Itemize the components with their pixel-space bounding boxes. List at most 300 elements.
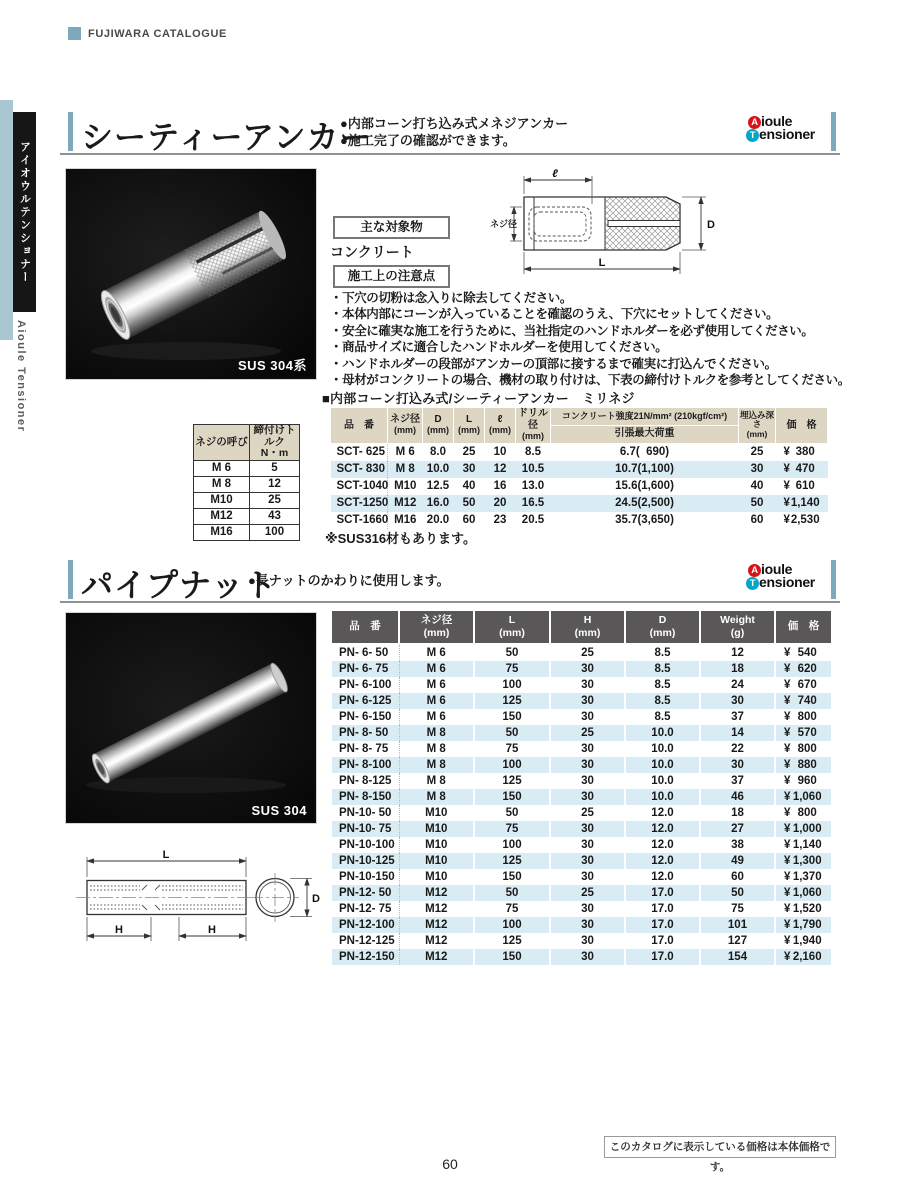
part-number-cell: PN-12-100 xyxy=(332,917,399,933)
anchor-material-caption: SUS 304系 xyxy=(237,358,307,373)
pipenut-dimension-diagram xyxy=(60,845,325,957)
table-row xyxy=(331,461,828,478)
table-cell: 75 xyxy=(474,661,550,677)
sidebar-color-bar xyxy=(0,100,13,340)
logo-t-circle-icon: T xyxy=(746,129,759,142)
table-cell: ¥ 740 xyxy=(775,693,832,709)
table-cell: 101 xyxy=(700,917,775,933)
table-cell: ¥ 380 xyxy=(783,445,815,458)
table-cell: 30 xyxy=(550,917,625,933)
table-cell: 154 xyxy=(700,949,775,965)
table-cell: 75 xyxy=(474,821,550,837)
table-cell: ¥ 2,530 xyxy=(783,513,820,526)
part-number-cell: PN-10- 75 xyxy=(332,821,399,837)
table-cell: 12.0 xyxy=(625,821,700,837)
table-cell: 150 xyxy=(474,709,550,725)
aioule-tensioner-logo xyxy=(748,562,830,590)
feature-bullet: ●内部コーン打ち込み式メネジアンカー xyxy=(340,116,569,131)
table-cell: M10 xyxy=(399,853,474,869)
table-cell: ¥ 1,370 xyxy=(775,869,832,885)
svg-text:H: H xyxy=(208,924,216,936)
table-cell: ¥ 2,160 xyxy=(775,949,832,965)
caution-item: ・商品サイズに適合したハンドホルダーを使用してください。 xyxy=(330,340,668,355)
table-cell: M 6 xyxy=(399,693,474,709)
table-cell: ¥ 1,940 xyxy=(775,933,832,949)
table-cell: 150 xyxy=(474,869,550,885)
table-row xyxy=(332,885,832,901)
part-number-cell: PN-10-100 xyxy=(332,837,399,853)
table-cell: 75 xyxy=(474,901,550,917)
table-cell: 8.5 xyxy=(625,644,700,661)
table-cell: 49 xyxy=(700,853,775,869)
table-cell: 25 xyxy=(550,805,625,821)
pipenut-photo-render xyxy=(66,613,314,821)
part-number-cell: SCT-1250 xyxy=(331,495,388,512)
table-row xyxy=(332,709,832,725)
logo-line-tensioner: T ensioner xyxy=(746,127,830,142)
col-header-drill: ドリル径 (mm) xyxy=(516,408,551,444)
caution-item: ・本体内部にコーンが入っていることを確認のうえ、下穴にセットしてください。 xyxy=(330,307,779,322)
table-cell: 25 xyxy=(550,885,625,901)
table-cell: 30 xyxy=(550,869,625,885)
table-cell: 50 xyxy=(474,885,550,901)
table-cell: 18 xyxy=(700,805,775,821)
part-number-cell: PN-10-125 xyxy=(332,853,399,869)
table-cell: M 8 xyxy=(399,725,474,741)
table-cell: 16 xyxy=(493,479,507,492)
table-cell: 17.0 xyxy=(625,885,700,901)
aioule-tensioner-logo xyxy=(748,114,830,142)
table-cell: 30 xyxy=(550,837,625,853)
table-cell: 12.0 xyxy=(625,869,700,885)
table-cell: ¥ 800 xyxy=(775,805,832,821)
table-cell: 24 xyxy=(700,677,775,693)
table-cell: 25 xyxy=(750,445,764,458)
table-row xyxy=(331,495,828,512)
table-row xyxy=(332,741,832,757)
table-cell: 30 xyxy=(550,709,625,725)
title-accent-bar-right xyxy=(831,560,836,599)
svg-text:D: D xyxy=(707,219,715,231)
svg-text:ネジ径: ネジ径 xyxy=(490,219,518,229)
anchor-table-title: ■内部コーン打込み式/シーティーアンカー ミリネジ xyxy=(322,391,635,406)
table-cell: ¥ 1,140 xyxy=(775,837,832,853)
table-cell: M 6 xyxy=(399,644,474,661)
table-cell: 27 xyxy=(700,821,775,837)
part-number-cell: PN- 8-100 xyxy=(332,757,399,773)
part-number-cell: PN-10- 50 xyxy=(332,805,399,821)
table-cell: M16 xyxy=(394,513,417,526)
table-cell: 30 xyxy=(550,661,625,677)
table-row xyxy=(332,837,832,853)
table-row xyxy=(332,644,832,661)
col-header-price: 価 格 xyxy=(776,408,828,444)
table-cell: 30 xyxy=(550,773,625,789)
table-cell: ¥ 470 xyxy=(783,462,815,475)
table-cell: ¥ 1,000 xyxy=(775,821,832,837)
table-row xyxy=(331,443,828,461)
table-cell: 12 xyxy=(493,462,507,475)
brand-label: FUJIWARA CATALOGUE xyxy=(88,28,227,40)
logo-a-circle-icon: A xyxy=(748,564,761,577)
table-cell: 30 xyxy=(750,462,764,475)
table-cell: 75 xyxy=(474,741,550,757)
table-cell: 127 xyxy=(700,933,775,949)
logo-line-aioule: A ioule xyxy=(748,562,830,577)
table-cell: 37 xyxy=(700,773,775,789)
col-header-ell: ℓ (mm) xyxy=(485,408,516,444)
pipenut-title-band xyxy=(60,560,840,603)
part-number-cell: PN-12-150 xyxy=(332,949,399,965)
svg-text:L: L xyxy=(162,849,170,861)
anchor-title-band xyxy=(60,112,840,155)
table-cell: 30 xyxy=(550,757,625,773)
table-row xyxy=(331,478,828,495)
table-cell: 150 xyxy=(474,949,550,965)
col-header-d: D (mm) xyxy=(423,408,454,444)
col-header-depth: 埋込み深さ (mm) xyxy=(739,408,776,444)
anchor-section-title: シーティーアンカー xyxy=(81,119,373,155)
table-cell: 10.7(1,100) xyxy=(615,462,674,475)
part-number-cell: PN- 6- 50 xyxy=(332,644,399,661)
table-cell: M 8 xyxy=(399,741,474,757)
caution-list xyxy=(330,290,850,388)
table-cell: M 8 xyxy=(399,757,474,773)
table-cell: 10.0 xyxy=(625,725,700,741)
table-cell: 30 xyxy=(550,821,625,837)
table-cell: 16.5 xyxy=(521,496,545,509)
table-cell: 10.0 xyxy=(625,789,700,805)
page-number: 60 xyxy=(442,1156,458,1172)
table-cell: 50 xyxy=(750,496,764,509)
table-cell: 5 xyxy=(250,460,300,476)
col-header-concrete: コンクリート強度21N/mm² (210kgf/cm²) xyxy=(551,408,739,426)
table-cell: M 6 xyxy=(399,677,474,693)
table-cell: ¥ 1,790 xyxy=(775,917,832,933)
feature-bullet: ●長ナットのかわりに使用します。 xyxy=(248,573,450,588)
table-cell: ¥ 610 xyxy=(783,479,815,492)
table-cell: 25 xyxy=(550,644,625,661)
pipenut-section-title: パイプナット xyxy=(81,567,278,603)
caution-item: ・下穴の切粉は念入りに除去してください。 xyxy=(330,291,573,305)
table-row xyxy=(332,821,832,837)
table-cell: 75 xyxy=(700,901,775,917)
table-cell: 12.5 xyxy=(426,479,450,492)
part-number-cell: PN- 6-150 xyxy=(332,709,399,725)
col-header-d: D (mm) xyxy=(625,611,700,644)
col-header-part: 品 番 xyxy=(331,408,388,444)
table-cell: M12 xyxy=(399,933,474,949)
table-cell: 6.7( 690) xyxy=(619,445,670,458)
part-number-cell: M 8 xyxy=(194,476,250,492)
title-accent-bar-right xyxy=(831,112,836,151)
table-cell: ¥ 800 xyxy=(775,741,832,757)
table-cell: 60 xyxy=(700,869,775,885)
table-cell: 100 xyxy=(474,917,550,933)
table-row xyxy=(332,869,832,885)
part-number-cell: M16 xyxy=(194,524,250,540)
part-number-cell: PN- 8- 75 xyxy=(332,741,399,757)
table-cell: 15.6(1,600) xyxy=(615,479,674,492)
part-number-cell: SCT-1660 xyxy=(331,512,388,529)
sidebar-tab-label: アイオウルテンショナー xyxy=(18,140,31,284)
table-cell: 60 xyxy=(462,513,476,526)
brand-square-icon xyxy=(68,27,81,40)
table-cell: 8.5 xyxy=(625,661,700,677)
table-cell: 30 xyxy=(550,949,625,965)
anchor-product-photo xyxy=(65,168,317,380)
part-number-cell: PN- 6-125 xyxy=(332,693,399,709)
part-number-cell: PN-12- 50 xyxy=(332,885,399,901)
table-cell: 30 xyxy=(550,933,625,949)
col-header-load: 引張最大荷重 xyxy=(551,425,739,443)
table-cell: M12 xyxy=(399,901,474,917)
table-cell: 8.0 xyxy=(430,445,446,458)
col-header-thread: ネジ径 (mm) xyxy=(388,408,423,444)
table-cell: ¥ 1,140 xyxy=(783,496,820,509)
table-cell: 12.0 xyxy=(625,805,700,821)
part-number-cell: M10 xyxy=(194,492,250,508)
table-cell: 125 xyxy=(474,773,550,789)
table-row xyxy=(331,512,828,529)
table-cell: ¥ 620 xyxy=(775,661,832,677)
col-header-weight: Weight (g) xyxy=(700,611,775,644)
pipenut-product-photo xyxy=(65,612,317,824)
table-cell: M 6 xyxy=(399,661,474,677)
table-cell: 30 xyxy=(550,677,625,693)
part-number-cell: SCT- 625 xyxy=(331,443,388,461)
torque-table xyxy=(193,424,300,541)
table-row xyxy=(332,853,832,869)
table-cell: 30 xyxy=(462,462,476,475)
col-header-part: 品 番 xyxy=(332,611,399,644)
table-cell: 17.0 xyxy=(625,949,700,965)
table-cell: ¥ 960 xyxy=(775,773,832,789)
table-cell: 38 xyxy=(700,837,775,853)
pipenut-material-caption: SUS 304 xyxy=(251,803,307,818)
title-accent-bar xyxy=(68,112,73,151)
table-cell: 125 xyxy=(474,853,550,869)
table-cell: 22 xyxy=(700,741,775,757)
table-cell: 30 xyxy=(550,789,625,805)
caution-box: 施工上の注意点 xyxy=(333,265,450,288)
pipenut-spec-table xyxy=(332,611,833,965)
table-cell: ¥ 570 xyxy=(775,725,832,741)
table-cell: 43 xyxy=(250,508,300,524)
col-header-l: L (mm) xyxy=(474,611,550,644)
table-row xyxy=(194,460,300,476)
table-cell: 100 xyxy=(474,757,550,773)
table-cell: 50 xyxy=(474,644,550,661)
table-cell: 12 xyxy=(250,476,300,492)
table-cell: 16.0 xyxy=(426,496,450,509)
table-cell: M10 xyxy=(399,869,474,885)
table-cell: 10.0 xyxy=(426,462,450,475)
table-cell: 17.0 xyxy=(625,901,700,917)
table-row xyxy=(332,917,832,933)
table-cell: 25 xyxy=(550,725,625,741)
table-cell: ¥ 1,060 xyxy=(775,789,832,805)
table-cell: 20.0 xyxy=(426,513,450,526)
table-cell: 125 xyxy=(474,693,550,709)
table-cell: 23 xyxy=(493,513,507,526)
logo-t-circle-icon: T xyxy=(746,577,759,590)
table-cell: 12.0 xyxy=(625,837,700,853)
table-cell: M 6 xyxy=(399,709,474,725)
table-cell: ¥ 880 xyxy=(775,757,832,773)
table-cell: 25 xyxy=(462,445,476,458)
table-cell: M12 xyxy=(394,496,417,509)
table-cell: M10 xyxy=(399,837,474,853)
table-row xyxy=(194,492,300,508)
table-cell: M10 xyxy=(394,479,417,492)
part-number-cell: PN-10-150 xyxy=(332,869,399,885)
col-header-l: L (mm) xyxy=(454,408,485,444)
feature-bullet: ●施工完了の確認ができます。 xyxy=(340,133,516,148)
table-cell: ¥ 670 xyxy=(775,677,832,693)
part-number-cell: SCT- 830 xyxy=(331,461,388,478)
svg-text:H: H xyxy=(115,924,123,936)
anchor-photo-render xyxy=(66,169,314,377)
table-cell: 30 xyxy=(700,693,775,709)
table-cell: 30 xyxy=(700,757,775,773)
part-number-cell: PN-12-125 xyxy=(332,933,399,949)
table-cell: 100 xyxy=(474,837,550,853)
table-cell: ¥ 540 xyxy=(775,644,832,661)
table-cell: 50 xyxy=(474,725,550,741)
sidebar-brand-vertical: Aioule Tensioner xyxy=(15,320,27,433)
table-cell: 37 xyxy=(700,709,775,725)
table-cell: 8.5 xyxy=(625,693,700,709)
table-cell: M12 xyxy=(399,949,474,965)
svg-text:L: L xyxy=(598,257,606,269)
table-row xyxy=(332,901,832,917)
table-cell: 12.0 xyxy=(625,853,700,869)
svg-text:D: D xyxy=(312,893,320,905)
anchor-feature-bullets xyxy=(340,115,568,149)
part-number-cell: SCT-1040 xyxy=(331,478,388,495)
table-cell: 20 xyxy=(493,496,507,509)
table-cell: 150 xyxy=(474,789,550,805)
target-object-box: 主な対象物 xyxy=(333,216,450,239)
table-cell: M10 xyxy=(399,821,474,837)
table-cell: 18 xyxy=(700,661,775,677)
table-cell: 40 xyxy=(750,479,764,492)
table-cell: M10 xyxy=(399,805,474,821)
table-cell: 10.0 xyxy=(625,773,700,789)
table-cell: 60 xyxy=(750,513,764,526)
logo-a-circle-icon: A xyxy=(748,116,761,129)
table-cell: 30 xyxy=(550,901,625,917)
part-number-cell: PN-12- 75 xyxy=(332,901,399,917)
caution-item: ・安全に確実な施工を行うために、当社指定のハンドホルダーを必ず使用してください。 xyxy=(330,323,814,338)
anchor-table-note: ※SUS316材もあります。 xyxy=(325,531,477,546)
table-cell: 30 xyxy=(550,853,625,869)
part-number-cell: PN- 6-100 xyxy=(332,677,399,693)
part-number-cell: PN- 8-125 xyxy=(332,773,399,789)
table-cell: 50 xyxy=(474,805,550,821)
part-number-cell: M 6 xyxy=(194,460,250,476)
table-row xyxy=(332,677,832,693)
table-cell: M12 xyxy=(399,917,474,933)
table-row xyxy=(194,476,300,492)
table-cell: ¥ 1,060 xyxy=(775,885,832,901)
part-number-cell: M12 xyxy=(194,508,250,524)
table-row xyxy=(332,805,832,821)
anchor-dimension-diagram xyxy=(490,168,730,283)
table-cell: 35.7(3,650) xyxy=(615,513,674,526)
part-number-cell: PN- 8- 50 xyxy=(332,725,399,741)
part-number-cell: PN- 8-150 xyxy=(332,789,399,805)
table-row xyxy=(332,661,832,677)
table-row xyxy=(332,757,832,773)
table-cell: 8.5 xyxy=(625,677,700,693)
table-row xyxy=(194,508,300,524)
table-cell: 17.0 xyxy=(625,917,700,933)
col-header-price: 価 格 xyxy=(775,611,832,644)
title-accent-bar xyxy=(68,560,73,599)
table-cell: 20.5 xyxy=(521,513,545,526)
table-cell: 13.0 xyxy=(521,479,545,492)
torque-col-thread: ネジの呼び xyxy=(194,425,250,461)
logo-line-aioule: A ioule xyxy=(748,114,830,129)
table-row xyxy=(332,725,832,741)
table-cell: 10 xyxy=(493,445,507,458)
col-header-thread: ネジ径 (mm) xyxy=(399,611,474,644)
table-cell: M 6 xyxy=(395,445,415,458)
table-cell: M 8 xyxy=(399,773,474,789)
table-cell: 10.5 xyxy=(521,462,545,475)
table-cell: ¥ 800 xyxy=(775,709,832,725)
table-cell: 40 xyxy=(462,479,476,492)
table-cell: 8.5 xyxy=(625,709,700,725)
sidebar-category-tab xyxy=(13,112,36,312)
table-cell: M 8 xyxy=(399,789,474,805)
table-cell: 30 xyxy=(550,741,625,757)
anchor-spec-table xyxy=(330,407,828,529)
table-cell: ¥ 1,520 xyxy=(775,901,832,917)
table-row xyxy=(332,949,832,965)
table-cell: 50 xyxy=(700,885,775,901)
logo-line-tensioner: T ensioner xyxy=(746,575,830,590)
table-cell: 17.0 xyxy=(625,933,700,949)
table-cell: 12 xyxy=(700,644,775,661)
col-header-h: H (mm) xyxy=(550,611,625,644)
table-cell: M 8 xyxy=(395,462,415,475)
table-cell: 25 xyxy=(250,492,300,508)
table-row xyxy=(332,789,832,805)
table-cell: M12 xyxy=(399,885,474,901)
table-cell: 10.0 xyxy=(625,757,700,773)
table-cell: 24.5(2,500) xyxy=(615,496,674,509)
torque-col-torque: 締付けトルク N・m xyxy=(250,425,300,461)
table-cell: 100 xyxy=(250,524,300,540)
table-row xyxy=(332,693,832,709)
svg-text:ℓ: ℓ xyxy=(552,168,558,180)
target-object-value: コンクリート xyxy=(330,244,414,260)
table-cell: 100 xyxy=(474,677,550,693)
table-row xyxy=(194,524,300,540)
table-cell: 30 xyxy=(550,693,625,709)
caution-item: ・母材がコンクリートの場合、機材の取り付けは、下表の締付けトルクを参考としてください。 xyxy=(330,373,850,388)
table-cell: 46 xyxy=(700,789,775,805)
part-number-cell: PN- 6- 75 xyxy=(332,661,399,677)
table-cell: 8.5 xyxy=(525,445,541,458)
table-row xyxy=(332,933,832,949)
table-cell: ¥ 1,300 xyxy=(775,853,832,869)
table-cell: 14 xyxy=(700,725,775,741)
caution-item: ・ハンドホルダーの段部がアンカーの頂部に接するまで確実に打込んでください。 xyxy=(330,356,777,371)
